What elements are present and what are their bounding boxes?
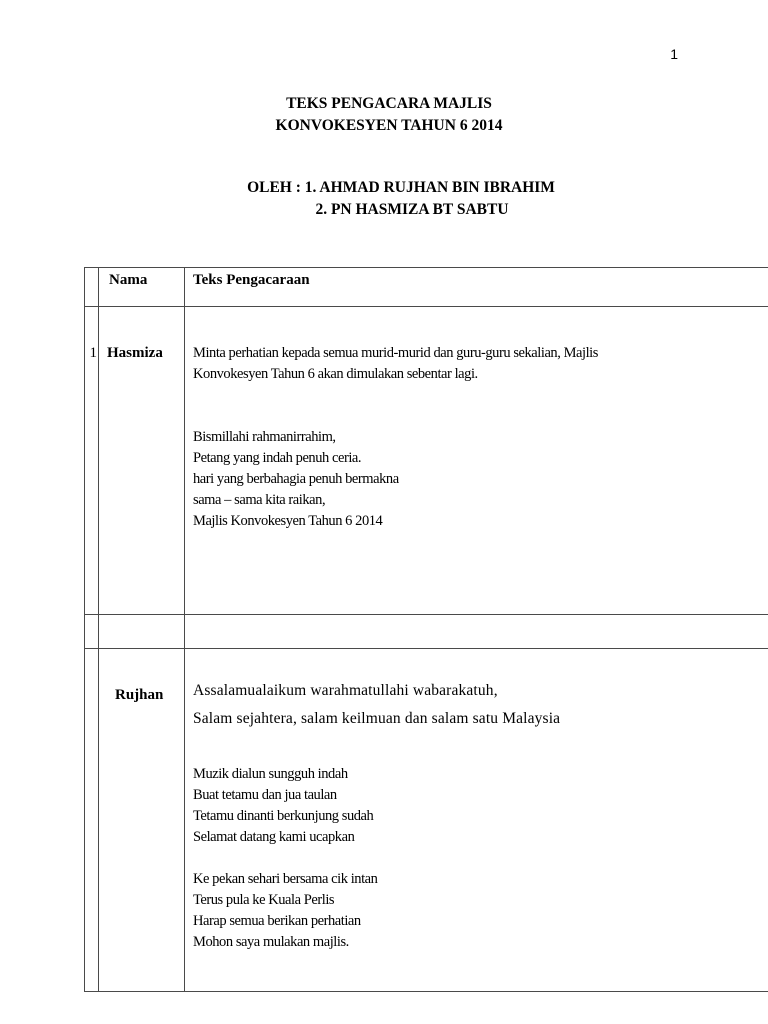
speaker-name: Rujhan bbox=[99, 649, 185, 992]
empty-cell bbox=[185, 615, 768, 649]
text-line: Minta perhatian kepada semua murid-murid dan guru-guru sekalian, Majlis bbox=[193, 345, 598, 361]
text-line: Majlis Konvokesyen Tahun 6 2014 bbox=[193, 513, 383, 529]
byline-line-2: 2. PN HASMIZA BT SABTU bbox=[315, 201, 509, 218]
text-line: Tetamu dinanti berkunjung sudah bbox=[193, 808, 374, 824]
verse bbox=[193, 764, 768, 848]
title-line-1: TEKS PENGACARA MAJLIS bbox=[286, 95, 492, 112]
document-title bbox=[0, 93, 768, 137]
table-row bbox=[85, 307, 768, 615]
text-line: Buat tetamu dan jua taulan bbox=[193, 787, 337, 803]
text-line: Ke pekan sehari bersama cik intan bbox=[193, 871, 378, 887]
row-number bbox=[85, 649, 99, 992]
text-line: Petang yang indah penuh ceria. bbox=[193, 450, 362, 466]
empty-cell bbox=[85, 615, 99, 649]
empty-cell bbox=[99, 615, 185, 649]
script-text bbox=[185, 649, 768, 992]
table-header-row bbox=[85, 268, 768, 307]
text-line: Salam sejahtera, salam keilmuan dan salam satu Malaysia bbox=[193, 710, 561, 727]
header-number-cell bbox=[85, 268, 99, 307]
text-line: Assalamualaikum warahmatullahi wabarakatuh, bbox=[193, 682, 498, 699]
text-line: Mohon saya mulakan majlis. bbox=[193, 934, 349, 950]
intro-paragraph bbox=[193, 343, 768, 385]
text-line: Bismillahi rahmanirrahim, bbox=[193, 429, 336, 445]
author-byline bbox=[0, 177, 768, 221]
text-line: Selamat datang kami ucapkan bbox=[193, 829, 355, 845]
header-text: Teks Pengacaraan bbox=[185, 268, 768, 307]
title-line-2: KONVOKESYEN TAHUN 6 2014 bbox=[275, 117, 503, 134]
table-row bbox=[85, 649, 768, 992]
text-line: hari yang berbahagia penuh bermakna bbox=[193, 471, 399, 487]
text-line: sama – sama kita raikan, bbox=[193, 492, 326, 508]
text-line: Terus pula ke Kuala Perlis bbox=[193, 892, 335, 908]
table-row-empty bbox=[85, 615, 768, 649]
header-name: Nama bbox=[99, 268, 185, 307]
text-line: Harap semua berikan perhatian bbox=[193, 913, 361, 929]
verse bbox=[193, 869, 768, 953]
text-line: Konvokesyen Tahun 6 akan dimulakan sebentar lagi. bbox=[193, 366, 478, 382]
greeting-paragraph bbox=[193, 677, 768, 733]
verse bbox=[193, 427, 768, 532]
row-number: 1 bbox=[85, 307, 99, 615]
text-line: Muzik dialun sungguh indah bbox=[193, 766, 348, 782]
byline-line-1: OLEH : 1. AHMAD RUJHAN BIN IBRAHIM bbox=[247, 179, 555, 196]
speaker-name: Hasmiza bbox=[99, 307, 185, 615]
page-number: 1 bbox=[670, 46, 678, 62]
script-text bbox=[185, 307, 768, 615]
script-table bbox=[84, 267, 768, 992]
